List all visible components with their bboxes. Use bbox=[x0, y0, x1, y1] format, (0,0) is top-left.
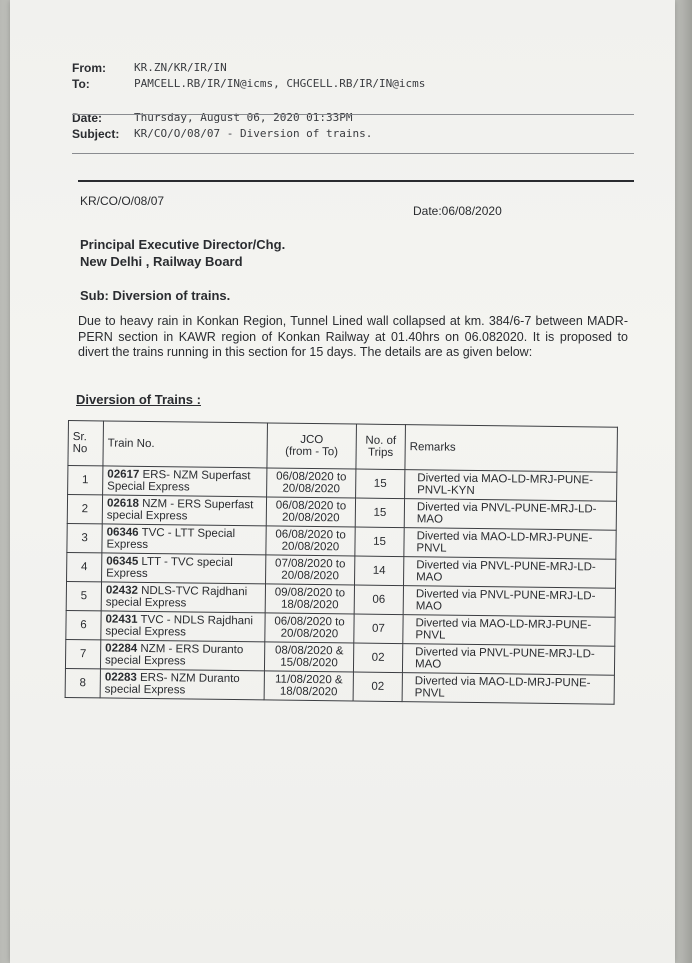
column-header-sr bbox=[68, 421, 104, 466]
cell-sr: 3 bbox=[67, 523, 102, 552]
column-header-trips bbox=[356, 424, 406, 470]
jco-from: 09/08/2020 to bbox=[274, 586, 346, 600]
cell-remarks: Diverted via PNVL-PUNE-MRJ-LD-MAO bbox=[403, 586, 615, 618]
column-header-remarks: Remarks bbox=[405, 425, 618, 473]
body-paragraph: Due to heavy rain in Konkan Region, Tunnel Lined wall collapsed at km. 384/6-7 between MADR-PERN section in KAWR region of Konkan Railway at 01.40hrs on 06.082020. It is proposed to divert the trains running in this section for 15 days. The details are as given below: bbox=[78, 314, 628, 359]
cell-jco bbox=[266, 555, 355, 585]
cell-train bbox=[103, 466, 267, 497]
train-name: TVC - LTT Special Express bbox=[106, 526, 236, 551]
cell-remarks: Diverted via MAO-LD-MRJ-PUNE- PNVL bbox=[404, 528, 616, 560]
column-header-jco bbox=[267, 423, 357, 469]
cell-sr: 2 bbox=[67, 495, 102, 524]
cell-jco bbox=[265, 584, 354, 614]
header-divider-bottom bbox=[72, 153, 634, 154]
train-name: NZM - ERS Duranto special Express bbox=[104, 642, 244, 668]
cell-remarks: Diverted via MAO-LD-MRJ-PUNE- PNVL bbox=[403, 615, 615, 647]
jco-to: 18/08/2020 bbox=[280, 598, 339, 612]
jco-to: 20/08/2020 bbox=[281, 540, 340, 554]
train-number: 06346 bbox=[106, 526, 139, 539]
cell-trips: 02 bbox=[353, 643, 402, 673]
letter-divider bbox=[78, 180, 634, 182]
cell-trips: 14 bbox=[355, 556, 404, 586]
jco-from: 06/08/2020 to bbox=[275, 528, 346, 542]
train-number: 02283 bbox=[104, 671, 137, 684]
cell-sr: 8 bbox=[65, 668, 100, 697]
column-header-sr-line2: No bbox=[72, 443, 88, 456]
cell-remarks: Diverted via MAO-LD-MRJ-PUNE- PNVL-KYN bbox=[405, 470, 617, 502]
to-row bbox=[72, 76, 632, 92]
diversion-table bbox=[65, 420, 618, 705]
to-label: To: bbox=[72, 77, 90, 91]
column-header-jco-line2: (from - To) bbox=[285, 445, 339, 459]
cell-trips: 15 bbox=[355, 527, 404, 557]
jco-to: 20/08/2020 bbox=[281, 569, 339, 583]
cell-train bbox=[102, 495, 266, 526]
cell-jco bbox=[264, 642, 353, 672]
cell-train bbox=[102, 524, 266, 555]
jco-to: 18/08/2020 bbox=[279, 685, 338, 699]
jco-from: 06/08/2020 to bbox=[274, 615, 345, 629]
cell-remarks: Diverted via PNVL-PUNE-MRJ-LD-MAO bbox=[404, 557, 616, 589]
column-header-trips-line1: No. of bbox=[365, 434, 397, 448]
to-value: PAMCELL.RB/IR/IN@icms, CHGCELL.RB/IR/IN@icms bbox=[134, 77, 426, 90]
cell-remarks: Diverted via PNVL-PUNE-MRJ-LD-MAO bbox=[404, 499, 616, 531]
cell-remarks: Diverted via MAO-LD-MRJ-PUNE- PNVL bbox=[402, 673, 614, 705]
train-name: NZM - ERS Superfast special Express bbox=[106, 497, 254, 523]
date-row bbox=[72, 110, 632, 126]
column-header-jco-line1: JCO bbox=[300, 433, 324, 447]
cell-trips: 06 bbox=[354, 585, 403, 615]
cell-trips: 15 bbox=[356, 469, 405, 499]
train-number: 02432 bbox=[105, 584, 138, 597]
column-header-sr-line1: Sr. bbox=[72, 431, 87, 444]
table-header-row bbox=[68, 421, 618, 473]
cell-train bbox=[100, 669, 264, 700]
subject-value: KR/CO/O/08/07 - Diversion of trains. bbox=[134, 127, 373, 140]
header-divider-top bbox=[72, 114, 634, 115]
jco-to: 20/08/2020 bbox=[280, 627, 339, 641]
column-header-train: Train No. bbox=[103, 421, 268, 468]
cell-sr: 7 bbox=[65, 639, 100, 668]
train-name: TVC - NDLS Rajdhani special Express bbox=[105, 613, 254, 639]
cell-jco bbox=[265, 613, 354, 643]
reference-number: KR/CO/O/08/07 bbox=[80, 194, 165, 208]
train-number: 02284 bbox=[105, 642, 138, 655]
cell-jco bbox=[266, 526, 355, 556]
jco-from: 08/08/2020 & bbox=[274, 644, 344, 658]
table-row bbox=[65, 668, 614, 704]
from-row bbox=[72, 60, 632, 76]
jco-from: 11/08/2020 & bbox=[274, 673, 343, 687]
train-number: 02431 bbox=[105, 613, 138, 626]
from-value: KR.ZN/KR/IR/IN bbox=[134, 61, 227, 74]
cell-train bbox=[101, 582, 265, 613]
date-value: Thursday, August 06, 2020 01:33PM bbox=[134, 111, 353, 124]
cell-remarks: Diverted via PNVL-PUNE-MRJ-LD-MAO bbox=[402, 644, 614, 676]
jco-to: 20/08/2020 bbox=[281, 511, 340, 525]
cell-jco bbox=[267, 468, 356, 498]
cell-sr: 1 bbox=[68, 466, 103, 495]
subject-label: Subject: bbox=[72, 127, 120, 141]
cell-trips: 02 bbox=[353, 672, 402, 702]
cell-trips: 07 bbox=[354, 614, 403, 644]
jco-to: 20/08/2020 bbox=[282, 482, 341, 496]
train-name: NDLS-TVC Rajdhani special Express bbox=[105, 584, 248, 610]
jco-to: 15/08/2020 bbox=[280, 656, 338, 670]
section-title: Diversion of Trains : bbox=[76, 392, 201, 407]
document-page bbox=[10, 0, 675, 963]
train-name: LTT - TVC special Express bbox=[106, 555, 233, 580]
column-header-trips-line2: Trips bbox=[367, 446, 394, 459]
from-label: From: bbox=[72, 61, 106, 75]
jco-from: 07/08/2020 to bbox=[275, 557, 346, 571]
cell-train bbox=[101, 611, 265, 642]
subject-row bbox=[72, 126, 632, 142]
jco-from: 06/08/2020 to bbox=[275, 499, 347, 513]
jco-from: 06/08/2020 to bbox=[276, 470, 347, 484]
train-number: 06345 bbox=[106, 555, 139, 568]
letter-date: Date:06/08/2020 bbox=[413, 204, 502, 218]
train-name: ERS- NZM Superfast Special Express bbox=[107, 468, 251, 494]
background-surface bbox=[674, 0, 692, 963]
email-header bbox=[72, 60, 632, 142]
addressee bbox=[80, 236, 285, 270]
train-name: ERS- NZM Duranto special Express bbox=[104, 671, 240, 697]
cell-sr: 5 bbox=[66, 581, 101, 610]
cell-train bbox=[100, 640, 264, 671]
cell-train bbox=[102, 553, 266, 584]
cell-sr: 4 bbox=[67, 552, 102, 581]
cell-trips: 15 bbox=[355, 498, 404, 528]
cell-jco bbox=[266, 497, 355, 527]
cell-sr: 6 bbox=[66, 610, 101, 639]
train-number: 02617 bbox=[107, 468, 140, 481]
addressee-line-1: Principal Executive Director/Chg. bbox=[80, 237, 286, 252]
train-number: 02618 bbox=[106, 497, 140, 510]
letter-subject: Sub: Diversion of trains. bbox=[80, 288, 231, 303]
cell-jco bbox=[264, 671, 353, 701]
addressee-line-2: New Delhi , Railway Board bbox=[80, 254, 243, 269]
date-label: Date: bbox=[72, 111, 103, 125]
